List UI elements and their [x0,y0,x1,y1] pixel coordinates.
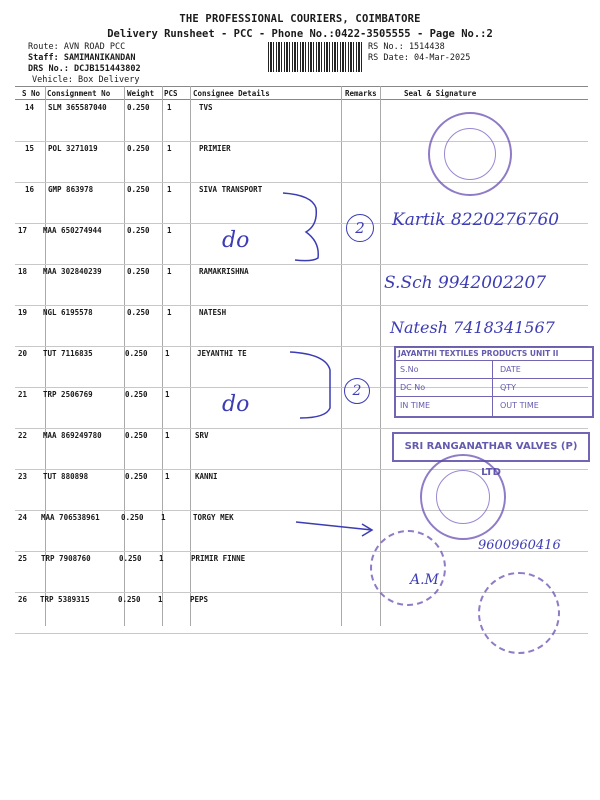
row-weight: 0.250 [125,390,148,399]
row-pcs: 1 [165,349,170,358]
row-sno: 26 [18,595,28,604]
row-consignment: TRP 5389315 [40,595,90,604]
signature-row-17: Kartik 8220276760 [392,210,560,230]
row-pcs: 1 [167,267,172,276]
column-header-sno: S No [22,89,41,98]
column-header-consignee: Consignee Details [193,89,270,98]
stamp-in-time-label: IN TIME [400,401,431,410]
row-weight: 0.250 [127,267,150,276]
row-pcs: 1 [161,513,166,522]
ranganathar-rubber-stamp: SRI RANGANATHAR VALVES (P) LTD [392,432,590,462]
row-weight: 0.250 [127,226,150,235]
column-header-seal: Seal & Signature [404,89,477,98]
row-consignee: TORGY MEK [193,513,234,522]
route-label: Route: AVN ROAD PCC [28,42,126,52]
row-consignment: TRP 7908760 [41,554,91,563]
signature-row-18: S.Sch 9942002207 [384,273,547,293]
staff-label: Staff: SAMIMANIKANDAN [28,53,136,63]
vehicle-label: Vehicle: Box Delivery [32,75,140,85]
row-sno: 23 [18,472,28,481]
row-sno: 18 [18,267,28,276]
document-title: THE PROFESSIONAL COURIERS, COIMBATORE [179,13,421,25]
row-sno: 17 [18,226,28,235]
row-pcs: 1 [158,595,163,604]
row-pcs: 1 [159,554,164,563]
row-sno: 16 [25,185,35,194]
stamp-title: JAYANTHI TEXTILES PRODUCTS UNIT II [398,349,559,358]
drs-label: DRS No.: DCJB151443802 [28,64,141,74]
stamp-qty-label: QTY [500,383,517,392]
row-consignment: POL 3271019 [48,144,98,153]
row-sno: 20 [18,349,28,358]
row-pcs: 1 [165,472,170,481]
signature-row-26: A.M [410,572,439,588]
column-header-remarks: Remarks [345,89,377,98]
row-sno: 15 [25,144,35,153]
rs-no-label: RS No.: 1514438 [368,42,445,52]
stamp-sno-label: S.No [400,365,419,374]
row-pcs: 1 [167,226,172,235]
row-weight: 0.250 [127,185,150,194]
row-weight: 0.250 [125,349,148,358]
row-sno: 24 [18,513,28,522]
row-sno: 19 [18,308,28,317]
document-subtitle: Delivery Runsheet - PCC - Phone No.:0422-3505555 - Page No.:2 [107,28,493,40]
row-consignment: MAA 650274944 [43,226,102,235]
ditto-mark-row-17: do [222,228,250,253]
row-consignment: MAA 302840239 [43,267,102,276]
row-weight: 0.250 [125,431,148,440]
remark-count-17: 2 [346,214,374,242]
arrow-mark [296,522,372,536]
row-consignee: RAMAKRISHNA [199,267,249,276]
remark-count-21: 2 [344,378,370,404]
row-pcs: 1 [167,185,172,194]
row-pcs: 1 [167,144,172,153]
row-weight: 0.250 [119,554,142,563]
row-weight: 0.250 [125,472,148,481]
row-sno: 21 [18,390,28,399]
row-consignment: TUT 7116835 [43,349,93,358]
row-pcs: 1 [167,308,172,317]
row-consignment: MAA 869249780 [43,431,102,440]
row-sno: 22 [18,431,28,440]
ditto-mark-row-21: do [222,392,250,417]
row-consignment: TUT 880898 [43,472,89,481]
rs-date-label: RS Date: 04-Mar-2025 [368,53,471,63]
row-weight: 0.250 [127,144,150,153]
row-consignment: NGL 6195578 [43,308,93,317]
row-weight: 0.250 [118,595,141,604]
column-header-pcs: PCS [164,89,178,98]
bracket-mark [283,193,318,261]
column-header-consignment: Consignment No [47,89,111,98]
bracket-mark [290,352,330,418]
row-consignee: JEYANTHI TE [197,349,247,358]
row-consignee: TVS [199,103,213,112]
row-weight: 0.250 [127,308,150,317]
row-consignee: PEPS [190,595,209,604]
column-header-weight: Weight [127,89,155,98]
row-consignee: SIVA TRANSPORT [199,185,263,194]
row-weight: 0.250 [127,103,150,112]
row-consignment: GMP 863978 [48,185,94,194]
row-consignee: PRIMIR FINNE [191,554,246,563]
stamp-dcno-label: DC No [400,383,426,392]
signature-row-25: 9600960416 [478,538,561,553]
row-pcs: 1 [165,390,170,399]
row-sno: 14 [25,103,35,112]
row-consignee: PRIMIER [199,144,231,153]
row-consignee: KANNI [195,472,218,481]
stamp-out-time-label: OUT TIME [500,401,539,410]
row-pcs: 1 [167,103,172,112]
row-consignee: NATESH [199,308,227,317]
row-pcs: 1 [165,431,170,440]
row-consignee: SRV [195,431,209,440]
row-consignment: TRP 2506769 [43,390,93,399]
signature-row-19: Natesh 7418341567 [390,318,555,337]
stamp-date-label: DATE [500,365,521,374]
row-sno: 25 [18,554,28,563]
row-consignment: SLM 365587040 [48,103,107,112]
row-weight: 0.250 [121,513,144,522]
row-consignment: MAA 706538961 [41,513,100,522]
